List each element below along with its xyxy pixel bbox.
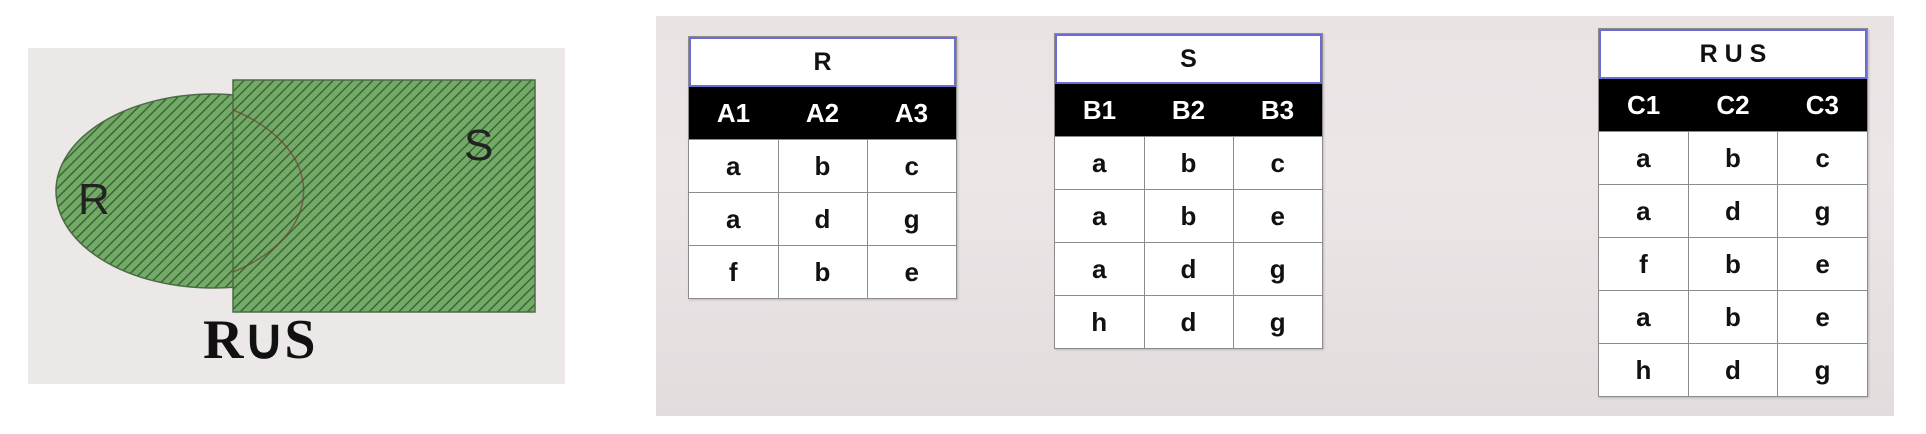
table-row bbox=[1599, 132, 1867, 185]
union-table bbox=[1598, 28, 1868, 397]
table-cell: d bbox=[778, 193, 867, 246]
venn-caption: R∪S bbox=[203, 309, 316, 371]
label-s: S bbox=[464, 121, 494, 170]
table-cell: b bbox=[778, 246, 867, 299]
relation-r-title: R bbox=[689, 37, 956, 87]
table-cell: g bbox=[1778, 344, 1867, 397]
column-header: C2 bbox=[1688, 79, 1777, 132]
set-s-rectangle bbox=[233, 80, 535, 312]
table-cell: a bbox=[1599, 185, 1688, 238]
column-header: C3 bbox=[1778, 79, 1867, 132]
table-row bbox=[689, 140, 956, 193]
table-cell: e bbox=[867, 246, 956, 299]
table-cell: g bbox=[1778, 185, 1867, 238]
table-cell: a bbox=[1599, 132, 1688, 185]
table-cell: d bbox=[1688, 185, 1777, 238]
label-r: R bbox=[78, 175, 110, 224]
table-cell: a bbox=[689, 193, 778, 246]
table-cell: a bbox=[1055, 243, 1144, 296]
table-cell: b bbox=[1688, 291, 1777, 344]
table-cell: b bbox=[778, 140, 867, 193]
column-header: C1 bbox=[1599, 79, 1688, 132]
table-cell: c bbox=[1778, 132, 1867, 185]
table-cell: e bbox=[1233, 190, 1322, 243]
table-cell: e bbox=[1778, 291, 1867, 344]
table-cell: c bbox=[867, 140, 956, 193]
relation-s-table bbox=[1054, 33, 1323, 349]
table-cell: f bbox=[689, 246, 778, 299]
table-cell: e bbox=[1778, 238, 1867, 291]
table-row bbox=[689, 246, 956, 299]
table-cell: a bbox=[1055, 137, 1144, 190]
table-cell: a bbox=[1599, 291, 1688, 344]
table-cell: d bbox=[1144, 243, 1233, 296]
table-cell: a bbox=[689, 140, 778, 193]
table-cell: b bbox=[1688, 238, 1777, 291]
table-cell: b bbox=[1144, 137, 1233, 190]
table-row bbox=[1599, 185, 1867, 238]
table-cell: f bbox=[1599, 238, 1688, 291]
table-row bbox=[1055, 296, 1322, 349]
table-row bbox=[1055, 137, 1322, 190]
table-cell: a bbox=[1055, 190, 1144, 243]
table-cell: g bbox=[1233, 243, 1322, 296]
table-cell: h bbox=[1599, 344, 1688, 397]
table-cell: h bbox=[1055, 296, 1144, 349]
table-row bbox=[689, 193, 956, 246]
union-title: R U S bbox=[1599, 29, 1867, 79]
table-row bbox=[1055, 243, 1322, 296]
table-cell: b bbox=[1144, 190, 1233, 243]
table-cell: d bbox=[1688, 344, 1777, 397]
venn-diagram-panel bbox=[28, 48, 565, 384]
relation-s-title: S bbox=[1055, 34, 1322, 84]
table-row bbox=[1599, 344, 1867, 397]
relation-r-table bbox=[688, 36, 957, 299]
column-header: A3 bbox=[867, 87, 956, 140]
column-header: A1 bbox=[689, 87, 778, 140]
table-cell: g bbox=[867, 193, 956, 246]
table-cell: g bbox=[1233, 296, 1322, 349]
table-cell: d bbox=[1144, 296, 1233, 349]
table-row bbox=[1599, 238, 1867, 291]
column-header: B3 bbox=[1233, 84, 1322, 137]
venn-diagram bbox=[28, 48, 565, 384]
table-cell: c bbox=[1233, 137, 1322, 190]
table-row bbox=[1055, 190, 1322, 243]
table-row bbox=[1599, 291, 1867, 344]
relations-panel bbox=[656, 16, 1894, 416]
column-header: B1 bbox=[1055, 84, 1144, 137]
column-header: A2 bbox=[778, 87, 867, 140]
table-cell: b bbox=[1688, 132, 1777, 185]
column-header: B2 bbox=[1144, 84, 1233, 137]
